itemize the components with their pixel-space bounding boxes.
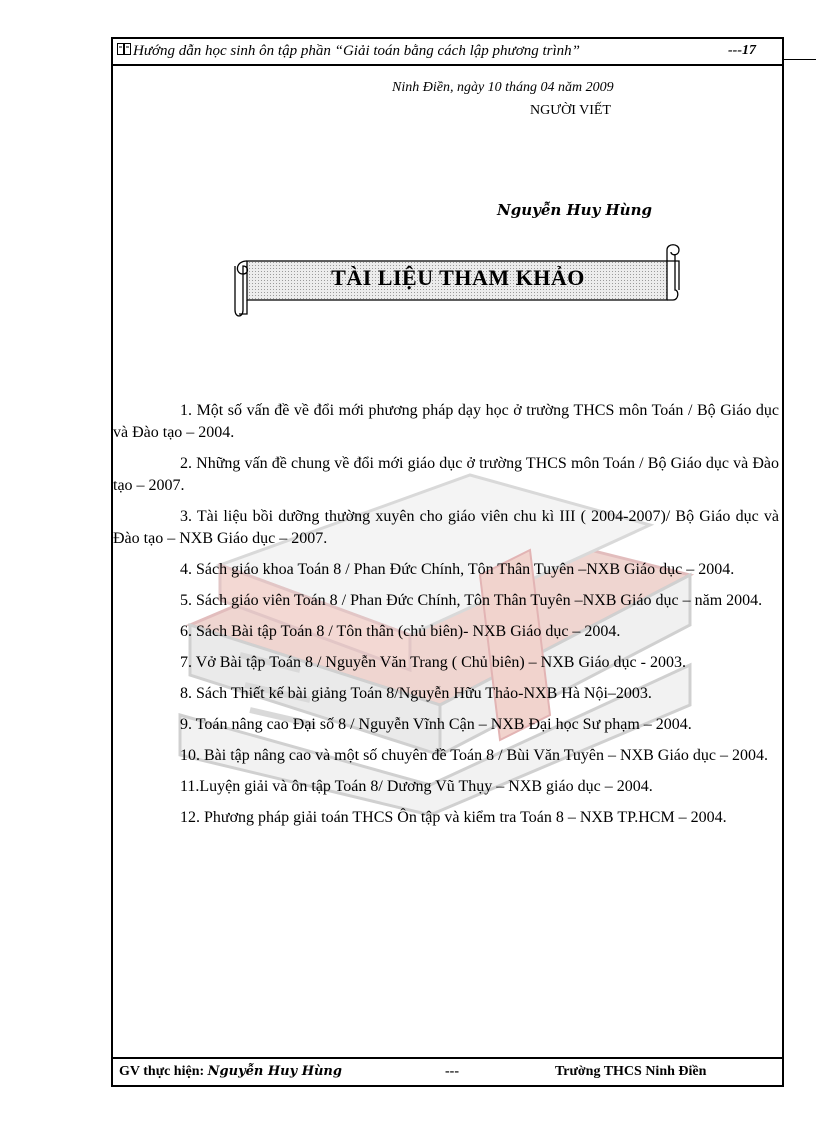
signature: Nguyễn Huy Hùng bbox=[497, 201, 652, 219]
reference-item: 6. Sách Bài tập Toán 8 / Tôn thân (chủ biên)- NXB Giáo dục – 2004. bbox=[180, 623, 621, 640]
section-title: TÀI LIỆU THAM KHẢO bbox=[331, 265, 585, 290]
footer-teacher bbox=[119, 1064, 342, 1080]
reference-item: 1. Một số vấn đề về đổi mới phương pháp dạy học ở trường THCS môn Toán / Bộ Giáo dục và Đào tạo – 2004. bbox=[113, 402, 779, 441]
place-date: Ninh Điền, ngày 10 tháng 04 năm 2009 bbox=[392, 80, 614, 95]
footer-teacher-label: GV thực hiện: bbox=[119, 1064, 205, 1079]
reference-item: 11.Luyện giải và ôn tập Toán 8/ Dương Vũ Thụy – NXB giáo dục – 2004. bbox=[180, 778, 653, 795]
page-footer bbox=[113, 1057, 782, 1085]
reference-item: 8. Sách Thiết kế bài giảng Toán 8/Nguyễn Hữu Thảo-NXB Hà Nội–2003. bbox=[180, 685, 652, 702]
header-rule bbox=[784, 59, 816, 60]
references-list bbox=[113, 400, 779, 838]
footer-separator: --- bbox=[445, 1064, 459, 1079]
book-icon bbox=[117, 43, 133, 60]
header-title: Hướng dẫn học sinh ôn tập phần “Giải toán bằng cách lập phương trình” bbox=[133, 43, 580, 59]
reference-item: 12. Phương pháp giải toán THCS Ôn tập và kiểm tra Toán 8 – NXB TP.HCM – 2004. bbox=[180, 809, 727, 826]
author-role: NGƯỜI VIẾT bbox=[530, 103, 611, 118]
reference-item: 3. Tài liệu bồi dưỡng thường xuyên cho giáo viên chu kì III ( 2004-2007)/ Bộ Giáo dục và Đào tạo – NXB Giáo dục – 2007. bbox=[113, 508, 779, 547]
reference-item: 10. Bài tập nâng cao và một số chuyên đề Toán 8 / Bùi Văn Tuyên – NXB Giáo dục – 2004. bbox=[180, 747, 768, 764]
reference-item: 4. Sách giáo khoa Toán 8 / Phan Đức Chính, Tôn Thân Tuyên –NXB Giáo dục – 2004. bbox=[180, 561, 735, 578]
page-header bbox=[113, 39, 782, 66]
reference-item: 5. Sách giáo viên Toán 8 / Phan Đức Chính, Tôn Thân Tuyên –NXB Giáo dục – năm 2004. bbox=[180, 592, 763, 609]
reference-item: 9. Toán nâng cao Đại số 8 / Nguyễn Vĩnh Cận – NXB Đại học Sư phạm – 2004. bbox=[180, 716, 692, 733]
footer-teacher-name: Nguyễn Huy Hùng bbox=[207, 1064, 342, 1079]
page-number: ---17 bbox=[728, 43, 756, 58]
reference-item: 7. Vở Bài tập Toán 8 / Nguyễn Văn Trang ( Chủ biên) – NXB Giáo dục - 2003. bbox=[180, 654, 686, 671]
reference-item: 2. Những vấn đề chung về đổi mới giáo dục ở trường THCS môn Toán / Bộ Giáo dục và Đào tạo – 2007. bbox=[113, 455, 779, 494]
footer-school: Trường THCS Ninh Điền bbox=[555, 1064, 707, 1079]
